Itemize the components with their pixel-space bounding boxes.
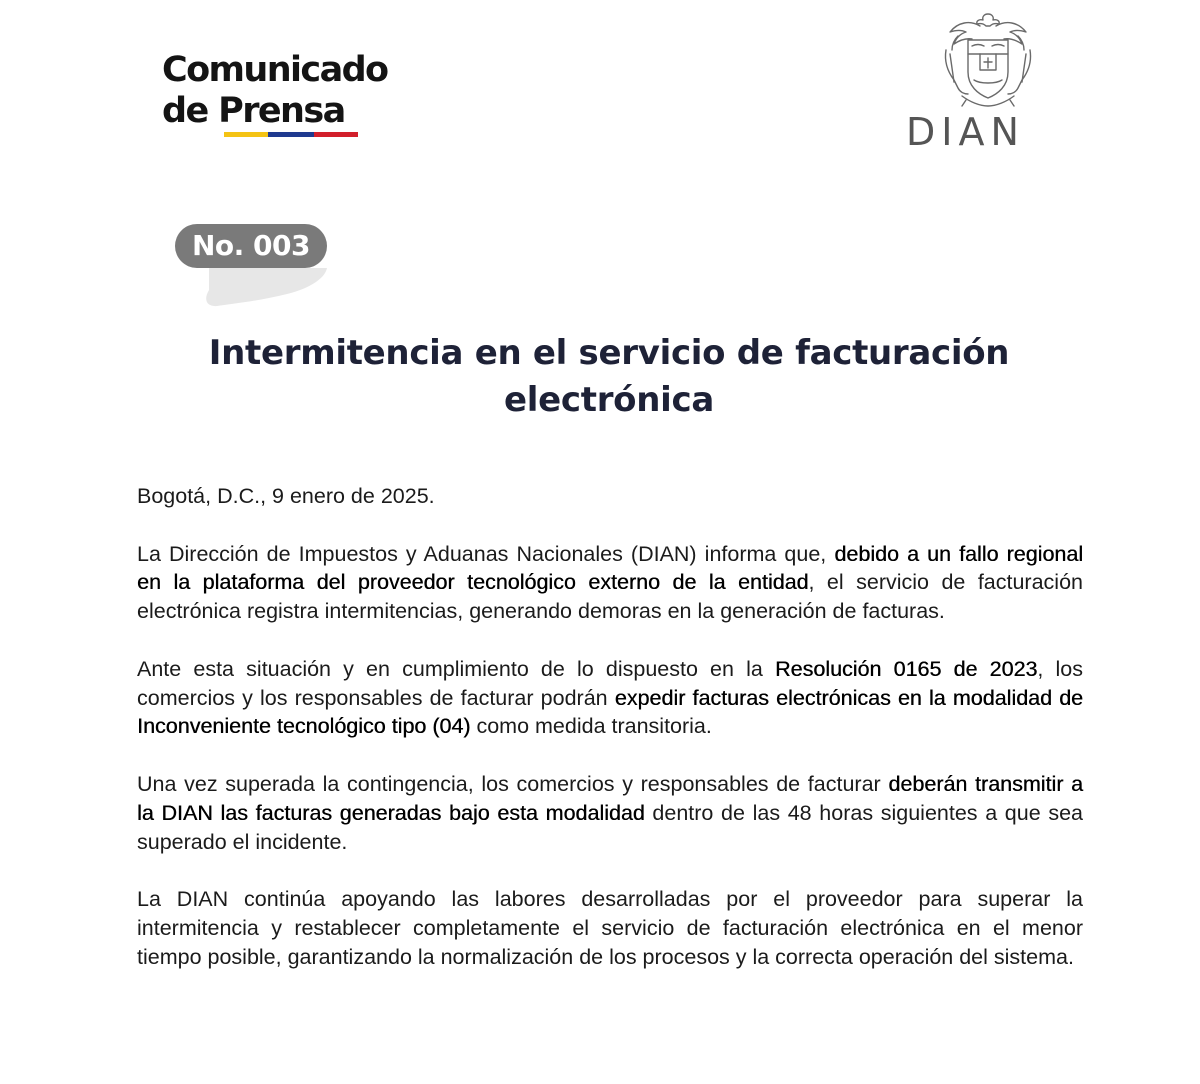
paragraph-4: La DIAN continúa apoyando las labores desarrolladas por el proveedor para superar la intermitencia y restablecer completamente el servicio de facturación electrónica en el menor tiempo posible, garantizando la normalización de los procesos y la correcta operación del sistema.: [137, 887, 1083, 969]
resolution-reference: Resolución 0165 de 2023: [775, 656, 1038, 681]
paragraph-1-text-c: , el servicio de facturación electrónica registra intermitencias, generando demoras en la generación de facturas.: [137, 570, 1083, 624]
coat-of-arms-icon: [940, 10, 1036, 110]
press-release-title: [162, 50, 388, 132]
paragraph-3: [137, 770, 1083, 856]
press-release-title-line-2: de Prensa: [162, 91, 345, 131]
paragraph-2: [137, 655, 1083, 741]
dian-logo-wordmark: DIAN: [906, 110, 1025, 154]
paragraph-3-text-c: dentro de las 48 horas siguientes a que sea superado el incidente.: [137, 800, 1083, 854]
dian-logo: [904, 10, 1076, 154]
contingency-modality: expedir facturas electrónicas en la modalidad de Inconveniente tecnológico tipo (04): [137, 685, 1084, 739]
paragraph-1-text-a: La Dirección de Impuestos y Aduanas Nacionales (DIAN) informa que,: [137, 541, 835, 566]
flag-stripe-blue: [268, 132, 314, 137]
paragraph-2-text-c: , los comercios y los responsables de facturar podrán: [137, 656, 1083, 710]
release-number-badge-group: [175, 224, 335, 314]
paragraph-3-text-a: Una vez superada la contingencia, los comercios y responsables de facturar: [137, 771, 889, 796]
release-number-badge: No. 003: [175, 224, 327, 268]
flag-stripe-red: [314, 132, 358, 137]
press-release-headline: Intermitencia en el servicio de facturación electrónica: [208, 333, 1010, 420]
dateline: Bogotá, D.C., 9 enero de 2025.: [137, 484, 435, 508]
paragraph-1: [137, 540, 1083, 626]
flag-stripe-yellow: [224, 132, 268, 137]
paragraph-2-text-e: como medida transitoria.: [470, 714, 712, 739]
colombian-flag-stripe: [224, 132, 358, 137]
press-release-body: [137, 482, 1083, 972]
press-release-title-line-1: Comunicado: [162, 50, 388, 90]
paragraph-1-emphasis: debido a un fallo regional en la plataforma del proveedor tecnológico externo de la entidad: [137, 541, 1083, 595]
paragraph-2-text-a: Ante esta situación y en cumplimiento de lo dispuesto en la: [137, 656, 775, 681]
transmission-obligation: deberán transmitir a la DIAN las facturas generadas bajo esta modalidad: [137, 771, 1083, 825]
